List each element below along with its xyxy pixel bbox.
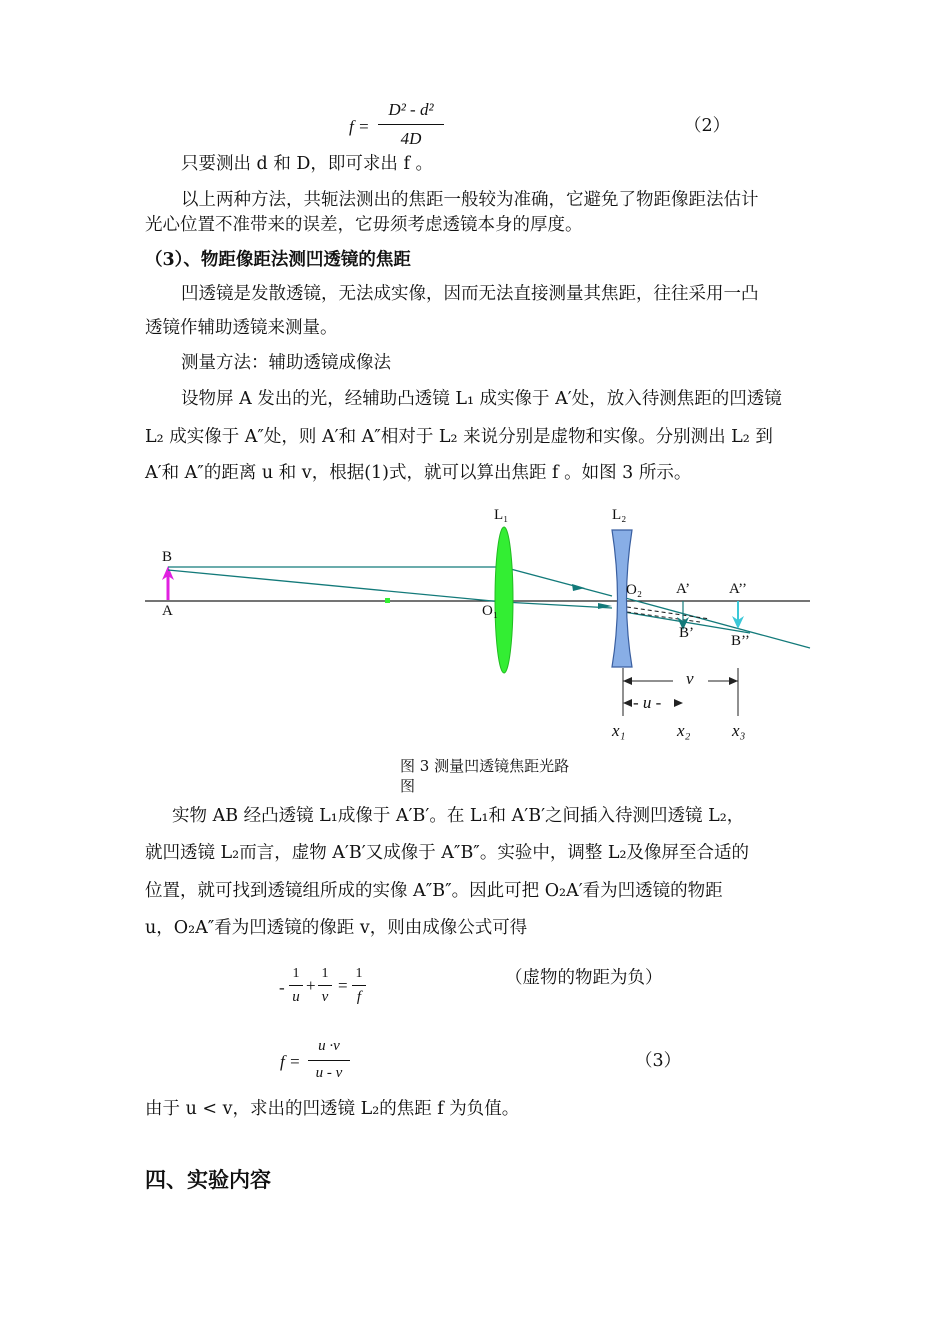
label-B-prime: B’ — [679, 625, 694, 641]
paragraph-6-line-4: u，O₂A″看为凹透镜的像距 v，则由成像公式可得 — [145, 918, 528, 938]
eq3-numerator: u ·v — [318, 1038, 340, 1054]
label-v: v — [686, 669, 694, 688]
paragraph-6-line-2: 就凹透镜 L₂而言，虚物 A′B′又成像于 A″B″。实验中，调整 L₂及像屏至合适的 — [145, 843, 750, 863]
eq-a-num-1: 1 — [292, 966, 300, 981]
eq-a-bar-3 — [352, 985, 366, 986]
label-B: B — [162, 549, 173, 565]
convex-lens-L1 — [495, 527, 513, 673]
eq-a-den-1: u — [292, 989, 300, 1005]
u-arrow-right — [674, 699, 683, 707]
u-arrow-left — [623, 699, 632, 707]
eq2-lhs: f = — [349, 117, 370, 136]
paragraph-1: 只要测出 d 和 D，即可求出 f 。 — [181, 154, 434, 174]
paragraph-7: 由于 u < v，求出的凹透镜 L₂的焦距 f 为负值。 — [145, 1099, 520, 1119]
label-L2: L₂ — [612, 507, 627, 523]
label-u: - u - — [633, 693, 662, 712]
label-x3: x₃ — [732, 721, 746, 740]
paragraph-5-line-1: 设物屏 A 发出的光，经辅助凸透镜 L₁ 成实像于 A′处，放入待测焦距的凹透镜 — [181, 389, 782, 409]
virtual-ray-2 — [620, 611, 700, 622]
paragraph-5-line-2: L₂ 成实像于 A″处，则 A′和 A″相对于 L₂ 来说分别是虚物和实像。分别测出 L₂ 到 — [145, 427, 773, 447]
label-x2: x₂ — [677, 721, 691, 740]
eq-a-den-3: f — [356, 989, 362, 1005]
eq-a-den-2: v — [321, 989, 329, 1005]
paragraph-6-line-3: 位置，就可找到透镜组所成的实像 A″B″。因此可把 O₂A′看为凹透镜的物距 — [145, 881, 723, 901]
figure-caption-line-1: 图 3 测量凹透镜焦距光路 — [400, 757, 570, 775]
eq-a-plus: + — [306, 976, 316, 995]
ray-1b — [503, 567, 612, 596]
eq-a-minus: - — [279, 978, 285, 997]
figure-caption-line-2: 图 — [400, 777, 416, 795]
ray-2a — [168, 570, 503, 602]
eq-a-num-3: 1 — [355, 966, 363, 981]
ray-arrowhead-1 — [572, 584, 585, 591]
eq-a-equals: = — [338, 976, 348, 995]
section-4-heading: 四、实验内容 — [145, 1167, 271, 1192]
label-x1: x₁ — [612, 721, 626, 740]
paragraph-2-line-1: 以上两种方法，共轭法测出的焦距一般较为准确，它避免了物距像距法估计 — [181, 190, 759, 210]
label-O1: O₁ — [482, 603, 499, 619]
eq2-tag: （2） — [684, 116, 731, 136]
label-O2: O₂ — [626, 582, 643, 598]
eq3-tag: （3） — [635, 1051, 682, 1071]
eq3-denominator: u - v — [315, 1065, 343, 1081]
label-A: A — [162, 603, 173, 619]
eq2-denominator: 4D — [400, 129, 422, 148]
paragraph-5-line-3: A′和 A″的距离 u 和 v，根据(1)式，就可以算出焦距 f 。如图 3 所示。 — [145, 463, 692, 483]
eq-a-num-2: 1 — [321, 966, 329, 981]
paragraph-3-line-1: 凹透镜是发散透镜，无法成实像，因而无法直接测量其焦距，往往采用一凸 — [181, 284, 759, 304]
paragraph-3-line-2: 透镜作辅助透镜来测量。 — [145, 318, 338, 338]
eq-a-note: （虚物的物距为负） — [505, 968, 663, 988]
label-A-double-prime: A’’ — [729, 581, 748, 597]
v-arrow-left — [623, 677, 632, 685]
eq-a-bar-2 — [318, 985, 332, 986]
eq3-lhs: f = — [280, 1052, 301, 1071]
label-B-double-prime: B’’ — [731, 633, 750, 649]
ray-1c — [618, 596, 810, 648]
label-L1: L₁ — [494, 507, 509, 523]
eq2-numerator: D² - d² — [388, 100, 434, 119]
section-3-heading: （3）、物距像距法测凹透镜的焦距 — [145, 250, 411, 270]
eq3-fraction-bar — [308, 1060, 350, 1061]
eq-a-bar-1 — [289, 985, 303, 986]
paragraph-2-line-2: 光心位置不准带来的误差，它毋须考虑透镜本身的厚度。 — [145, 215, 583, 235]
paragraph-4: 测量方法：辅助透镜成像法 — [181, 353, 391, 373]
ray-2b — [503, 602, 612, 608]
v-arrow-right — [729, 677, 738, 685]
label-A-prime: A’ — [676, 581, 691, 597]
paragraph-6-line-1: 实物 AB 经凸透镜 L₁成像于 A′B′。在 L₁和 A′B′之间插入待测凹透镜 L₂， — [172, 806, 745, 826]
focus-marker — [385, 598, 390, 603]
